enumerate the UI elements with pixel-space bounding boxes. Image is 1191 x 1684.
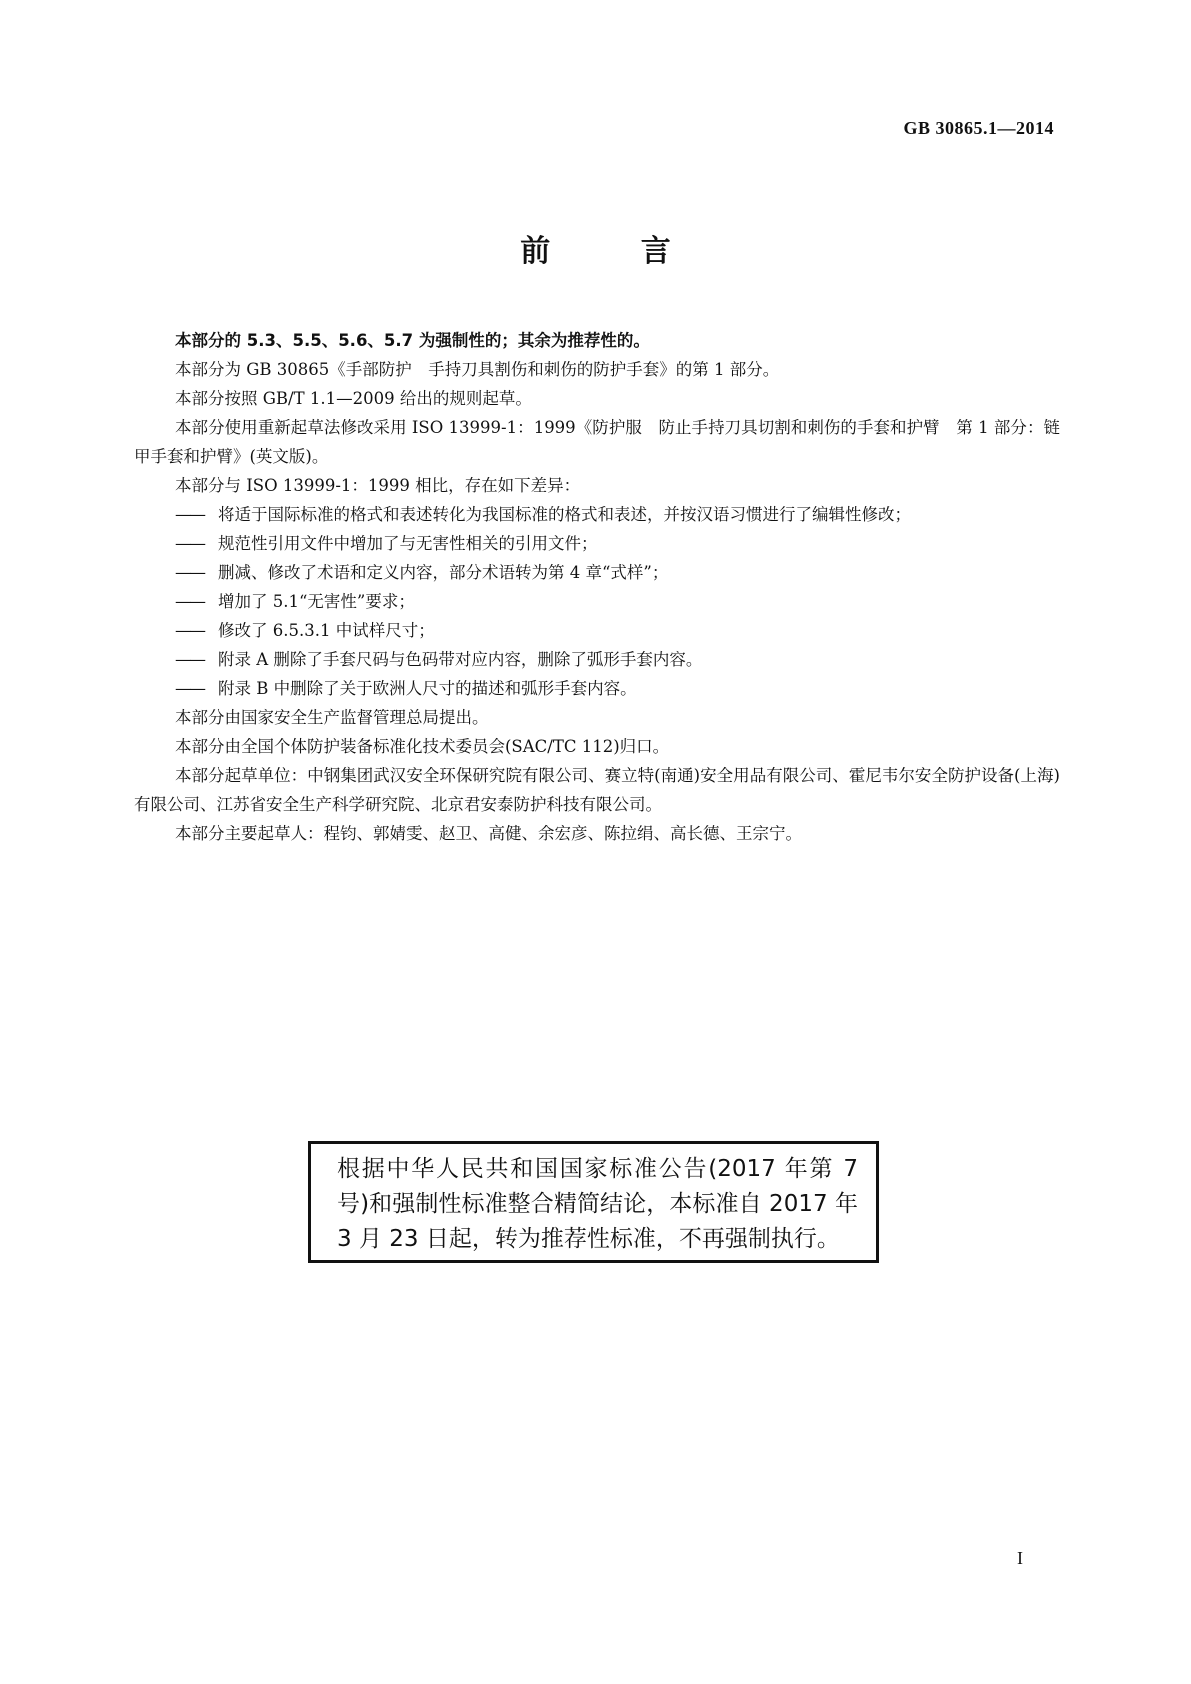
list-item	[134, 674, 1060, 703]
differences-intro-paragraph: 本部分与 ISO 13999-1：1999 相比，存在如下差异：	[175, 476, 581, 495]
status-change-notice-box: 根据中华人民共和国国家标准公告(2017 年第 7 号)和强制性标准整合精简结论，本标准自 2017 年 3 月 23 日起，转为推荐性标准，不再强制执行。	[308, 1141, 879, 1263]
standard-number: GB 30865.1—2014	[903, 118, 1054, 138]
drafting-units-paragraph: 本部分起草单位：中钢集团武汉安全环保研究院有限公司、赛立特(南通)安全用品有限公司、霍尼韦尔安全防护设备(上海)有限公司、江苏省安全生产科学研究院、北京君安泰防护科技有限公司。	[134, 766, 1060, 814]
dash-marker: ——	[175, 592, 204, 611]
part-of-standard-paragraph: 本部分为 GB 30865《手部防护 手持刀具割伤和刺伤的防护手套》的第 1 部分。	[175, 360, 780, 379]
dash-marker: ——	[175, 563, 204, 582]
foreword-body	[134, 326, 1060, 848]
list-item	[134, 616, 1060, 645]
dash-marker: ——	[175, 534, 204, 553]
list-item-text: 增加了 5.1“无害性”要求；	[218, 592, 415, 611]
dash-marker: ——	[175, 679, 204, 698]
page-title: 前 言	[520, 234, 711, 269]
list-item	[134, 645, 1060, 674]
differences-list	[134, 500, 1060, 703]
list-item-text: 将适于国际标准的格式和表述转化为我国标准的格式和表述，并按汉语习惯进行了编辑性修改；	[218, 505, 911, 524]
dash-marker: ——	[175, 505, 204, 524]
list-item	[134, 558, 1060, 587]
list-item-text: 附录 B 中删除了关于欧洲人尺寸的描述和弧形手套内容。	[218, 679, 637, 698]
list-item-text: 删减、修改了术语和定义内容，部分术语转为第 4 章“式样”；	[218, 563, 669, 582]
drafting-rules-paragraph: 本部分按照 GB/T 1.1—2009 给出的规则起草。	[175, 389, 532, 408]
dash-marker: ——	[175, 650, 204, 669]
list-item	[134, 529, 1060, 558]
dash-marker: ——	[175, 621, 204, 640]
proposer-paragraph: 本部分由国家安全生产监督管理总局提出。	[175, 708, 489, 727]
list-item-text: 修改了 6.5.3.1 中试样尺寸；	[218, 621, 435, 640]
list-item	[134, 587, 1060, 616]
page-number: I	[1017, 1548, 1023, 1568]
adoption-method-paragraph: 本部分使用重新起草法修改采用 ISO 13999-1：1999《防护服 防止手持刀具切割和刺伤的手套和护臂 第 1 部分：链甲手套和护臂》(英文版)。	[134, 418, 1060, 466]
list-item-text: 规范性引用文件中增加了与无害性相关的引用文件；	[218, 534, 598, 553]
committee-paragraph: 本部分由全国个体防护装备标准化技术委员会(SAC/TC 112)归口。	[175, 737, 670, 756]
list-item	[134, 500, 1060, 529]
mandatory-clause-statement: 本部分的 5.3、5.5、5.6、5.7 为强制性的；其余为推荐性的。	[175, 331, 650, 350]
list-item-text: 附录 A 删除了手套尺码与色码带对应内容，删除了弧形手套内容。	[218, 650, 703, 669]
drafters-paragraph: 本部分主要起草人：程钧、郭婧雯、赵卫、高健、余宏彦、陈拉绢、高长德、王宗宁。	[175, 824, 802, 843]
